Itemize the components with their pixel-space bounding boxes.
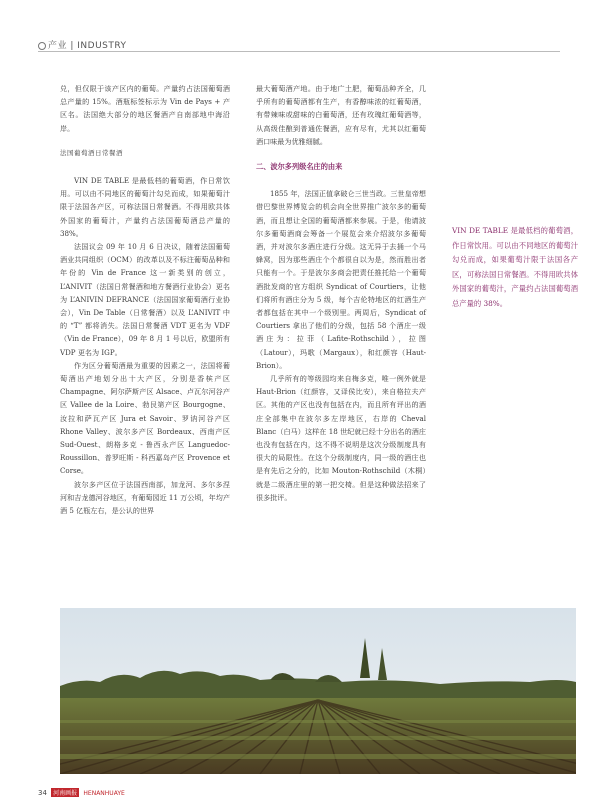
circle-icon	[38, 42, 46, 50]
paragraph: 1855 年，法国正值拿破仑三世当政。三世皇帝想借巴黎世界博览会的机会向全世界推广波尔多的葡萄酒，而且想让全国的葡萄酒都来参展。于是，他请波尔多葡萄酒商会筹备一个展览会来介绍波尔多葡萄酒，并对波尔多酒庄进行分级。这无异于去捅一个马蜂窝，因为那些酒庄个个都很自以为是，然而胜出者只能有一个。于是波尔多商会把责任推托给一个葡萄酒批发商的官方组织 Syndicat of Courtiers，让他们将所有酒庄分为 5 级，每个吉伦特地区的红酒生产者都包括在其中一个级别里。两周后，Syndicat of Courtiers 拿出了他们的分级，包括 58 个酒庄一级酒庄为：拉菲（Lafite-Rothschild），拉图（Latour），玛歌（Margaux），和红颜容（Haut-Brion）。	[256, 189, 426, 370]
paragraph: 几乎所有的等级园均来自梅多克，唯一例外就是 Haut-Brion（红颜容，又译侯比安），来自格拉夫产区。其他的产区也没有包括在内，而且所有评出的酒庄全部集中在波尔多左岸地区，右岸的 Cheval Blanc（白马）这样在 18 世纪就已经十分出名的酒庄也没有包括在内，这不得不说明是这次分级制度具有很大的局限性。在这个分级制度内，同一级的酒庄也是有先后之分的，比如 Mouton-Rothschild（木桐）就是二级酒庄里的第一把交椅。但是这种做法招来了很多批评。	[256, 374, 426, 502]
section-label: 产业 | INDUSTRY	[48, 41, 127, 51]
section-heading: 二、波尔多列级名庄的由来	[256, 162, 343, 172]
header-rule	[38, 51, 560, 52]
magazine-badge: 河南画报	[53, 790, 78, 797]
page-header	[38, 38, 127, 51]
paragraph: VIN DE TABLE 是最低档的葡萄酒，作日常饮用。可以由不同地区的葡萄汁勾兑而成，如果葡萄汁限于法国各产区，可称法国日常餐酒。不得用欧共体外国家的葡萄汁，产量约占法国葡萄酒总产量的 38%。	[60, 176, 230, 238]
paragraph: 波尔多产区位于法国西南部，加龙河、多尔多涅河和吉龙德河谷地区，有葡萄园近 11 万公顷，年均产酒 5 亿瓶左右，是公认的世界	[60, 479, 230, 516]
paragraph: 兑，但仅限于该产区内的葡萄。产量约占法国葡萄酒总产量的 15%。酒瓶标签标示为 Vin de Pays + 产区名。法国绝大部分的地区餐酒产自南部地中海沿岸。	[60, 84, 230, 133]
page-number: 34	[38, 789, 47, 797]
paragraph: 法国议会 09 年 10 月 6 日决议，随着法国葡萄酒业共同组织（OCM）的改革以及不标注葡萄品种和年份的 Vin de France 这一新类别的创立，L’ANIVIT（法国日常餐酒和地方餐酒行业协会）更名为 L’ANIVIN DEFRANCE（法国国家葡萄酒行业协会），Vin De Table（日常餐酒）以及 L’ANIVIT 中的 “T” 都将消失。法国日常餐酒 VDT 更名为 VDF（Vin de France），09 年 8 月 1 号以后，欧盟所有 VDP 更名为 IGP。	[60, 242, 230, 357]
magazine-name: HENANHUAYE	[83, 790, 125, 797]
text-column-left	[60, 82, 230, 517]
page-footer	[38, 788, 125, 797]
vineyard-photo	[60, 608, 576, 774]
subheading: 法国葡萄酒日常餐酒	[60, 148, 123, 157]
paragraph: 最大葡萄酒产地。由于地广土肥，葡萄品种齐全，几乎所有的葡萄酒都有生产，有香醇味浓的红葡萄酒，有带辣味或甜味的白葡萄酒，还有玫瑰红葡萄酒等，从高级佳酿到普通佐餐酒，应有尽有，尤其以红葡萄酒口味最为优雅细腻。	[256, 84, 426, 146]
text-column-right	[256, 82, 426, 504]
paragraph: 作为区分葡萄酒最为重要的因素之一，法国将葡萄酒出产地划分出十大产区，分别是香槟产区 Champagne、阿尔萨斯产区 Alsace、卢瓦尔河谷产区 Vallee de la Loire、勃艮第产区 Bourgogne、汝拉和萨瓦产区 Jura et Savoir、罗讷河谷产区 Rhone Valley、波尔多产区 Bordeaux、西南产区 Sud-Ouest、朗格多克 - 鲁西永产区 Languedoc-Roussillon、普罗旺斯 - 科西嘉岛产区 Provence et Corse。	[60, 360, 230, 476]
pull-quote: VIN DE TABLE 是最低档的葡萄酒，作日常饮用。可以由不同地区的葡萄汁勾兑而成，如果葡萄汁限于法国各产区，可称法国日常餐酒。不得用欧共体外国家的葡萄汁，产量约占法国葡萄酒总产量的 38%。	[452, 226, 578, 308]
